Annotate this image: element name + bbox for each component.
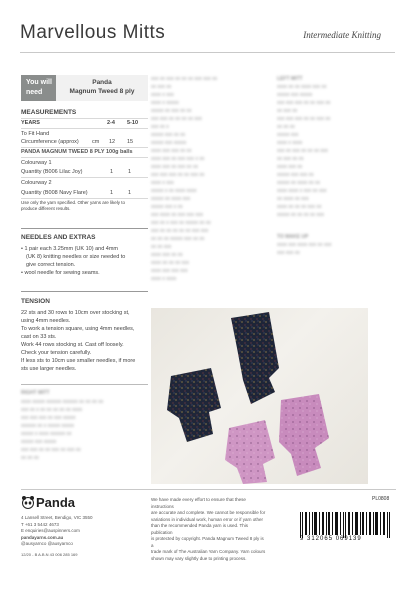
social-handles[interactable]: @ausyarnco @ausyarnco [21, 541, 73, 546]
tension-line: Check your tension carefully. [21, 350, 92, 356]
tension-line: cast on 33 sts. [21, 334, 57, 340]
q2-b: 1 [128, 190, 132, 196]
to-make-up-heading: TO MAKE UP [277, 234, 309, 240]
middle-instructions: xxx xx xxx xx xx xx xxx xxx xx xx xxx xx xxxx x xxx xxxx x xxxxx xxxxx xx xxx xx xx xxx xxx xx xx xx xx xxx xxx xx x xxxxx xxx xx xx xxxxx xxx xxxxx xxxx xxx xxx xx xx xxxx xxx xx xxx xxx x xx xxxx xxx xx xxx xx xx xxx xxx xxx xx xx xxx xx xxxx x xxx xxxxx x xx xxxx xxxx xxxxx xx xxxx xxx xxxxx xxx x xx xxx xxxx xx xxx xxx xxx xxx xx x xxx xx xxxxx xx xx xxx xx xx xx xx xx xxx xxx xx xx xx xxxxx xxx xx xx xx xx xxx xxxx xxx xx xx xxxx xx xx xx xxx xxxx xxx xxx xxx xxxx x xxxx [151, 76, 218, 282]
skill-level: Intermediate Knitting [303, 30, 381, 40]
left-mitt-instructions: xxxx xx xx xxxx xxx xx xxxxx xxx xxxxx xxx xxx xxx xx xx xxx xx xx xxx xx xxx xxx xxx xx xx xxx xx xx xx xx xxxxx xxx xxxx x xxxx xxx xx xxx xx xx xx xxx xx xxx xx xx xxxx xxx xx xxxxx xxx xxx xx xxxxx xx xxxx xx xx xxxx xxxx x xxx xx xxx xx xxxx xx xxx xxxx xx xx xx xxx xx xxxxx xx xx xx xx xxx [277, 84, 331, 218]
barcode-digits: 9 312065 069139 [300, 536, 362, 542]
left-mitt-heading: LEFT MITT [277, 76, 303, 82]
divider [21, 128, 148, 129]
disclaimer-line: than the recommended Panda yarn is used. This publication [151, 523, 248, 535]
phone: T +61 3 5442 4673 [21, 521, 59, 527]
q2-label: Quantity (B008 Navy Flare) [21, 190, 88, 196]
circ-label: Circumference (approx) [21, 139, 79, 145]
colourway-1: Colourway 1 [21, 160, 52, 166]
website-link[interactable]: pandayarns.com.au [21, 534, 64, 540]
tension-text [21, 309, 151, 373]
section-rule [21, 291, 148, 292]
yarn-quantity-heading: PANDA MAGNUM TWEED 8 PLY 100g balls [21, 149, 133, 155]
tension-line: sts use larger needles. [21, 366, 77, 372]
quantity-row-1 [21, 168, 148, 176]
q2-a: 1 [110, 190, 114, 196]
panda-wordmark: Panda [36, 495, 76, 510]
quantity-row-2 [21, 189, 148, 197]
pattern-number: PL0808 [372, 496, 390, 502]
publication-code: 12/20 - B A.B.N 43 006 285 169 [21, 552, 78, 557]
note-line: produce different results. [21, 206, 71, 211]
measurements-heading: MEASUREMENTS [21, 109, 77, 116]
needles-list [21, 245, 151, 277]
tag-line-2: need [26, 89, 43, 96]
tension-line: using 4mm needles. [21, 318, 71, 324]
years-a: 2-4 [107, 120, 115, 126]
tension-heading: TENSION [21, 298, 50, 305]
lilac-mitt [279, 394, 329, 476]
circ-b: 15 [127, 139, 134, 145]
needles-text: wool needle for sewing seams. [24, 270, 100, 276]
email-link[interactable]: E enquiries@auspinners.com [21, 528, 80, 533]
q1-label: Quantity (B006 Lilac Joy) [21, 169, 83, 175]
contact-block [21, 515, 93, 548]
mitts-photo [151, 308, 368, 484]
header-rule [20, 52, 395, 53]
navy-mitt [167, 368, 221, 442]
circ-unit: cm [92, 139, 100, 145]
address: 4 Lansell Street, Bendigo, VIC 3550 [21, 515, 93, 520]
needles-text: (UK 8) knitting needles or size needed to [26, 254, 126, 260]
needles-text: give correct tension. [26, 262, 76, 268]
right-mitt-instructions: xxxx xxxxx xxxxxx xxxxxx xx xx xx xx xxx xx x xx xx xx xx xx xxxx xxx xxx xxx xx xxx xxxxx xxxxxx xx x xxxxx xxxxx xxxxx x xxxx xxxxxx xx xxxxx xxx xxxxx xxx xxx xx xx xxx xx xxx xx xx xx xx [21, 399, 104, 461]
barcode [300, 512, 396, 547]
tension-line: If less sts to 10cm use smaller needles, if more [21, 358, 136, 364]
disclaimer-line: We have made every effort to ensure that these instructions [151, 497, 246, 509]
needles-heading: NEEDLES AND EXTRAS [21, 234, 96, 241]
years-b: 5-10 [127, 120, 139, 126]
circumference-row [21, 138, 148, 146]
disclaimer [151, 497, 266, 562]
yarn-note [21, 200, 125, 212]
circ-a: 12 [109, 139, 116, 145]
years-label: YEARS [21, 120, 40, 126]
footer-rule [21, 489, 396, 490]
disclaimer-line: is protected by copyright. Panda Magnum Tweed 8 ply is a [151, 536, 264, 548]
pattern-title: Marvellous Mitts [20, 22, 166, 43]
tag-line-1: You will [26, 79, 52, 86]
you-will-need-tag [21, 75, 56, 101]
note-line: Use only the yarn specified. Other yarns are likely to [21, 200, 126, 205]
divider [21, 177, 148, 178]
lilac-mitt [225, 420, 275, 484]
years-row [21, 119, 148, 127]
disclaimer-line: shown may vary slightly due to printing process. [151, 555, 247, 561]
tension-line: 22 sts and 30 rows to 10cm over stocking st, [21, 310, 130, 316]
needles-bullet-1: • 1 pair each 3.25mm (UK 10) and 4mm [21, 246, 119, 252]
colourway-2: Colourway 2 [21, 180, 52, 186]
yarn-brand: Panda [92, 79, 112, 86]
navy-mitt [231, 312, 279, 404]
to-make-up-instructions: xxxx xxx xxxx xxx xx xxx xxx xxx xx [277, 242, 332, 256]
needles-bullet-2: • wool needle for sewing seams. [21, 270, 100, 276]
needles-text: 1 pair each 3.25mm (UK 10) and 4mm [24, 246, 119, 252]
disclaimer-line: are accurate and complete. We cannot be responsible for [151, 510, 266, 515]
panda-icon [21, 495, 35, 509]
section-rule [21, 228, 148, 229]
tension-line: Work 44 rows stocking st. Cast off loosely. [21, 342, 124, 348]
right-mitt-heading: RIGHT MITT [21, 390, 50, 396]
disclaimer-line: variations in individual work, human error or if yarn other [151, 516, 264, 522]
q1-b: 1 [128, 169, 132, 175]
tension-line: To work a tension square, using 4mm needles, [21, 326, 135, 332]
mitts-illustration [151, 308, 368, 484]
left-mitt-column [277, 75, 331, 257]
yarn-name: Magnum Tweed 8 ply [69, 88, 135, 95]
q1-a: 1 [110, 169, 114, 175]
fit-label: To Fit Hand [21, 131, 50, 137]
section-rule [21, 384, 148, 385]
yarn-name-box [56, 75, 148, 101]
divider [21, 198, 148, 199]
disclaimer-line: trade mark of The Australian Yarn Company. Yarn colours [151, 549, 266, 554]
divider [21, 157, 148, 158]
